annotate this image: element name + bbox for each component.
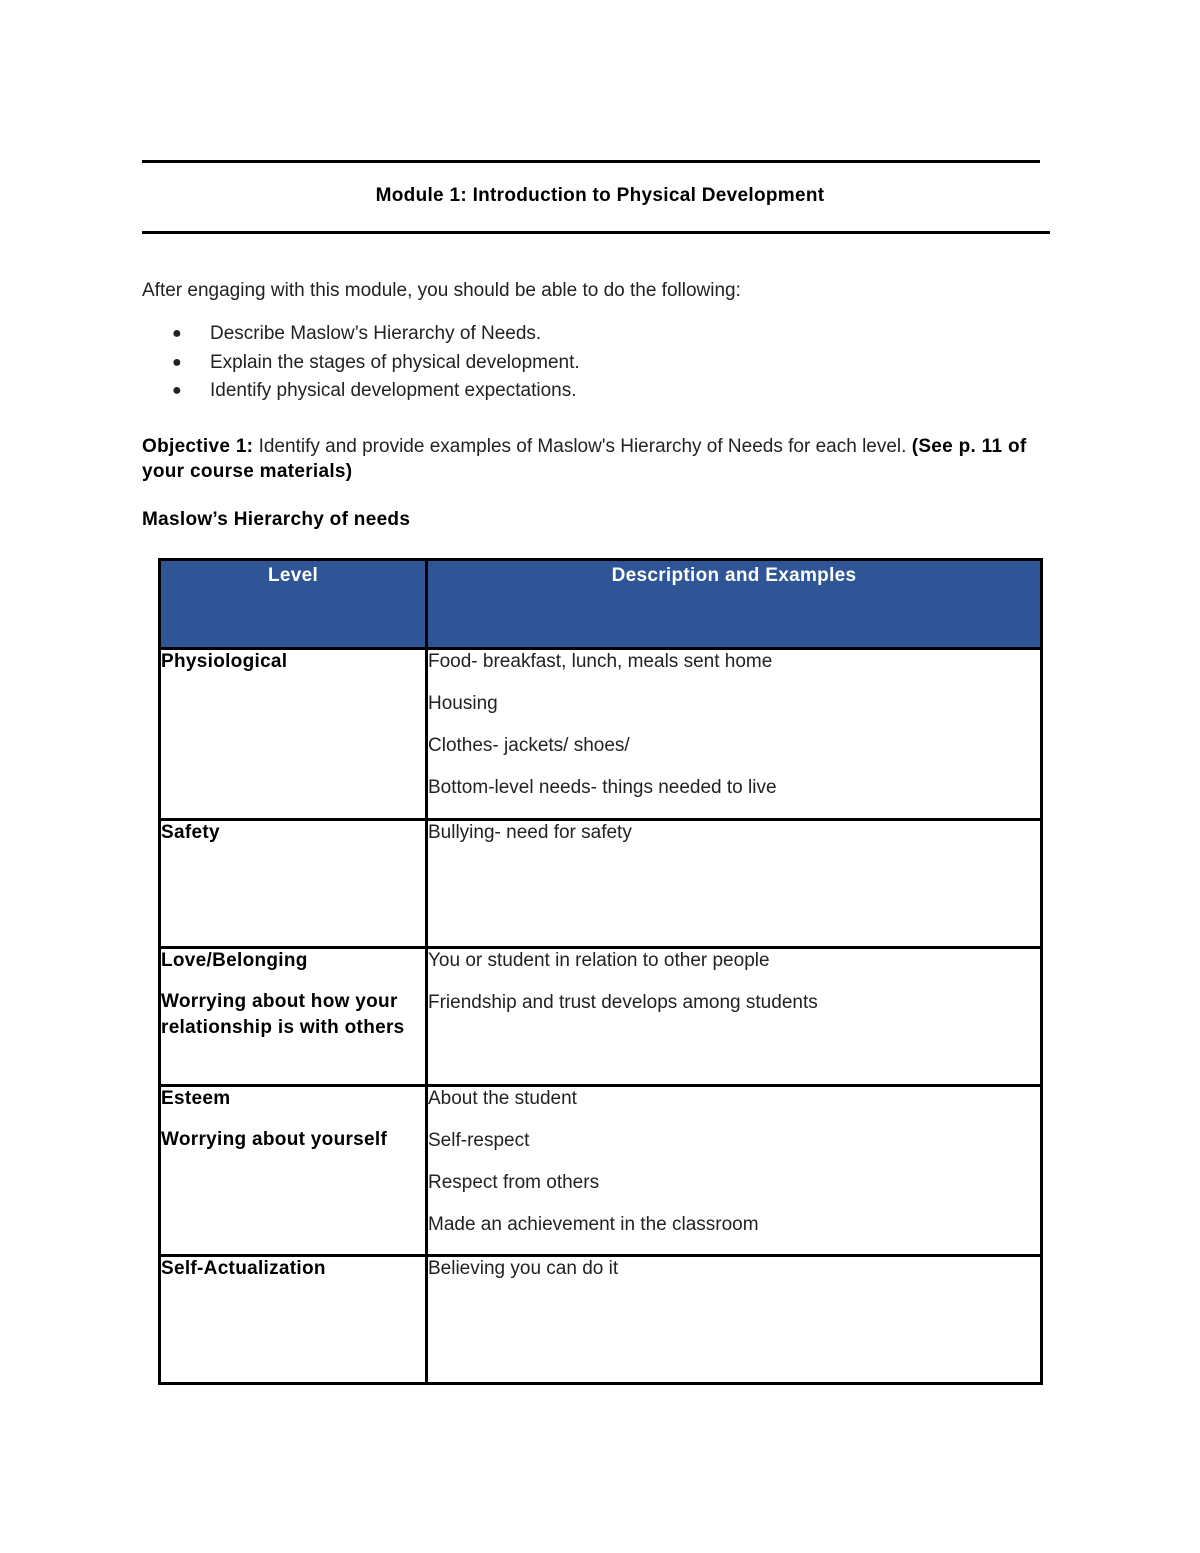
description-line: Respect from others	[428, 1172, 600, 1193]
description-cell	[427, 820, 1042, 948]
bullet-icon: ●	[172, 382, 182, 399]
description-cell	[427, 948, 1042, 1086]
table-row	[160, 948, 1042, 1086]
level-note: Worrying about yourself	[161, 1129, 388, 1150]
level-cell	[160, 649, 427, 820]
list-item	[172, 349, 580, 378]
level-note: Worrying about how your relationship is with others	[161, 991, 405, 1038]
level-name: Love/Belonging	[161, 950, 308, 971]
objective-reference: (See p. 11 of your course materials)	[142, 436, 1027, 482]
table-row	[160, 1086, 1042, 1256]
header-rule-top	[142, 160, 1040, 163]
description-cell	[427, 649, 1042, 820]
column-header-description: Description and Examples	[427, 560, 1042, 649]
table-row	[160, 649, 1042, 820]
level-name: Physiological	[161, 651, 288, 672]
level-cell	[160, 948, 427, 1086]
table-header-row	[160, 560, 1042, 649]
objective-text: Identify and provide examples of Maslow's Hierarchy of Needs for each level.	[253, 436, 912, 457]
description-cell	[427, 1256, 1042, 1384]
bullet-icon: ●	[172, 325, 182, 342]
list-item	[172, 377, 580, 406]
header-rule-bottom	[142, 231, 1050, 234]
description-line: Believing you can do it	[428, 1258, 619, 1279]
bullet-icon: ●	[172, 353, 182, 371]
description-line: Made an achievement in the classroom	[428, 1214, 759, 1235]
description-line: Friendship and trust develops among students	[428, 992, 818, 1013]
page-title: Module 1: Introduction to Physical Development	[375, 185, 825, 206]
objectives-list	[172, 320, 580, 406]
level-name: Esteem	[161, 1088, 231, 1109]
description-line: About the student	[428, 1088, 577, 1109]
description-line: Bottom-level needs- things needed to live	[428, 777, 777, 798]
description-line: Housing	[428, 693, 498, 714]
table-heading: Maslow’s Hierarchy of needs	[142, 509, 411, 530]
table-row	[160, 1256, 1042, 1384]
intro-text: After engaging with this module, you should be able to do the following:	[142, 280, 741, 301]
objective-paragraph	[142, 434, 1072, 484]
list-item	[172, 320, 580, 349]
column-header-level: Level	[160, 560, 427, 649]
objective-item-text: Explain the stages of physical development.	[210, 351, 580, 373]
table-row	[160, 820, 1042, 948]
level-name: Safety	[161, 822, 220, 843]
level-cell	[160, 820, 427, 948]
objective-item-text: Identify physical development expectations.	[210, 380, 577, 401]
objective-label: Objective 1:	[142, 436, 254, 457]
description-line: Self-respect	[428, 1130, 530, 1151]
level-name: Self-Actualization	[161, 1258, 326, 1279]
level-cell	[160, 1256, 427, 1384]
objective-item-text: Describe Maslow’s Hierarchy of Needs.	[210, 323, 542, 344]
description-line: Bullying- need for safety	[428, 822, 632, 843]
description-line: Food- breakfast, lunch, meals sent home	[428, 651, 773, 672]
description-line: You or student in relation to other people	[428, 950, 770, 971]
description-line: Clothes- jackets/ shoes/	[428, 735, 630, 756]
maslow-table	[158, 558, 1043, 1385]
description-cell	[427, 1086, 1042, 1256]
level-cell	[160, 1086, 427, 1256]
